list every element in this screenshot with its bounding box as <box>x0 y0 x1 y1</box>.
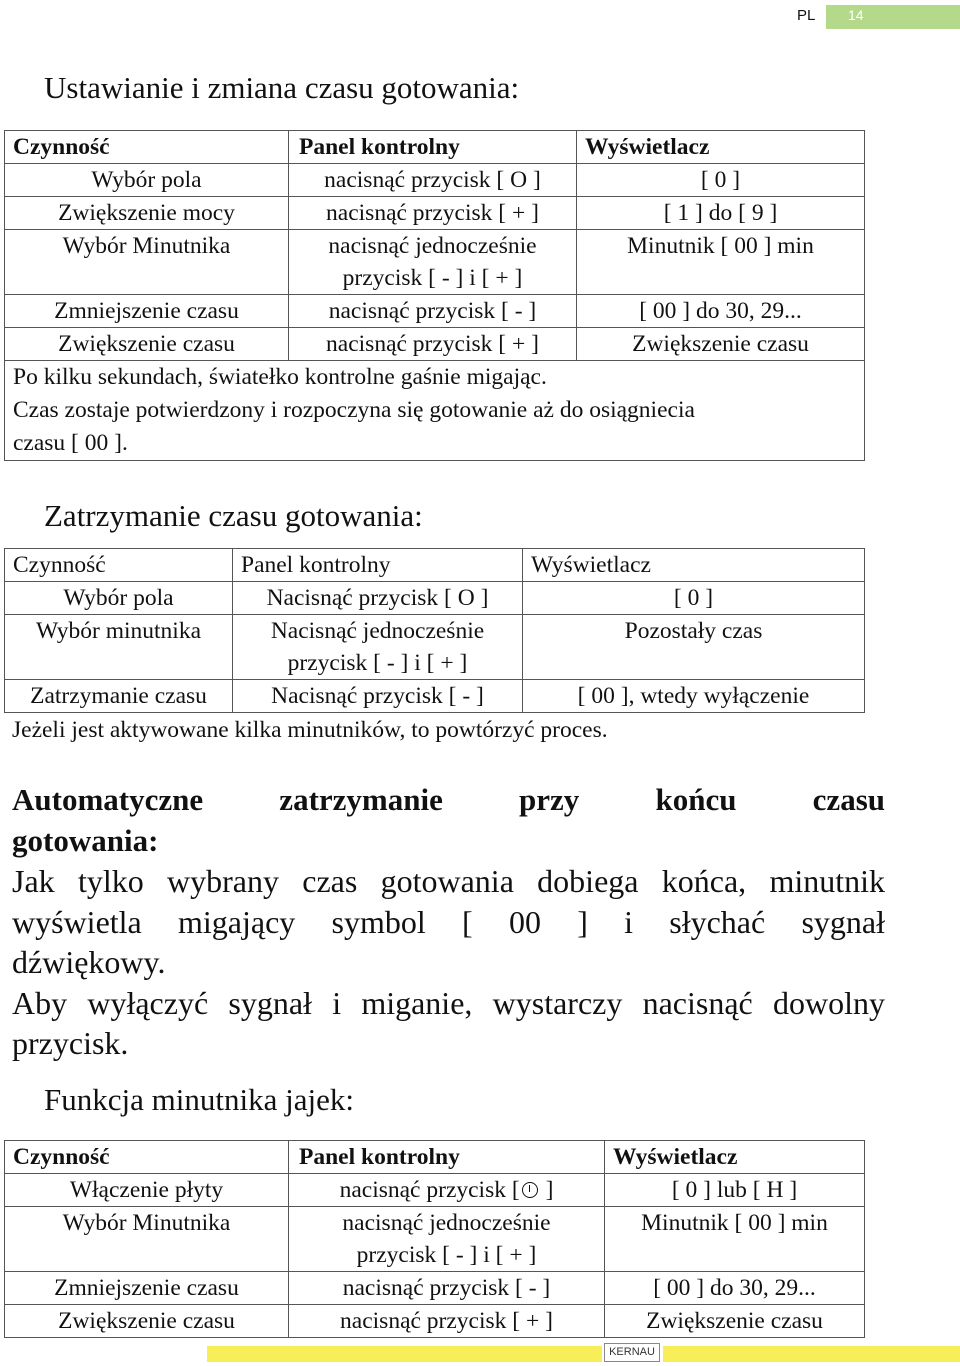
page-number-badge <box>826 5 960 29</box>
note-line-3: czasu [ 00 ]. <box>13 430 128 456</box>
cell-panel-text: nacisnąć przycisk [ <box>339 1177 520 1203</box>
cell-display: Minutnik [ 00 ] min <box>605 1207 865 1272</box>
stop-time-note: Jeżeli jest aktywowane kilka minutników, to powtórzyć proces. <box>12 717 608 743</box>
header-display: Wyświetlacz <box>605 1141 865 1174</box>
cell-action: Włączenie płyty <box>5 1174 289 1207</box>
section-title-egg-timer: Funkcja minutnika jajek: <box>44 1082 354 1117</box>
language-label: PL <box>797 7 816 24</box>
cell-display: Zwiększenie czasu <box>577 328 865 361</box>
cell-action: Zmniejszenie czasu <box>5 295 289 328</box>
cell-panel <box>289 1174 605 1207</box>
table-row <box>5 295 865 328</box>
table-row <box>5 328 865 361</box>
brand-logo: KERNAU <box>604 1343 660 1362</box>
header-panel: Panel kontrolny <box>289 1141 605 1174</box>
note-line-1: Po kilku sekundach, światełko kontrolne gaśnie migając. <box>13 364 547 390</box>
table-row <box>5 1272 865 1305</box>
header-display: Wyświetlacz <box>523 549 865 582</box>
cell-action: Wybór pola <box>5 164 289 197</box>
table-header-row <box>5 549 865 582</box>
footer-bar-left <box>207 1346 602 1362</box>
cell-panel: nacisnąć przycisk [ O ] <box>289 164 577 197</box>
cell-display: [ 1 ] do [ 9 ] <box>577 197 865 230</box>
table-row <box>5 615 865 680</box>
table-row <box>5 230 865 295</box>
title-line-1: Automatyczne zatrzymanie przy końcu czasu <box>12 782 885 817</box>
table-row <box>5 1305 865 1338</box>
cell-display: [ 0 ] <box>577 164 865 197</box>
cell-action: Zwiększenie czasu <box>5 328 289 361</box>
table-note <box>5 361 865 461</box>
table-row <box>5 197 865 230</box>
title-line-2: gotowania: <box>12 822 159 858</box>
auto-stop-paragraph <box>12 861 885 1064</box>
header-panel: Panel kontrolny <box>233 549 523 582</box>
cell-action: Zwiększenie mocy <box>5 197 289 230</box>
section-title-setting-time: Ustawianie i zmiana czasu gotowania: <box>44 70 520 105</box>
cell-display: Zwiększenie czasu <box>605 1305 865 1338</box>
table-row <box>5 1174 865 1207</box>
egg-timer-table <box>4 1140 865 1338</box>
cell-panel-line2: przycisk [ - ] i [ + ] <box>356 1242 537 1268</box>
cell-panel: nacisnąć przycisk [ + ] <box>289 328 577 361</box>
paragraph-line: przycisk. <box>12 1025 129 1061</box>
cell-panel: nacisnąć przycisk [ + ] <box>289 197 577 230</box>
cell-panel: Nacisnąć przycisk [ O ] <box>233 582 523 615</box>
cell-display: [ 00 ] do 30, 29... <box>577 295 865 328</box>
paragraph-line: Aby wyłączyć sygnał i miganie, wystarczy nacisnąć dowolny <box>12 984 885 1021</box>
cell-action: Wybór minutnika <box>5 615 233 680</box>
table-header-row <box>5 131 865 164</box>
note-line-2: Czas zostaje potwierdzony i rozpoczyna się gotowanie aż do osiągniecia <box>13 397 695 423</box>
cell-action: Wybór Minutnika <box>5 1207 289 1272</box>
cell-action: Zwiększenie czasu <box>5 1305 289 1338</box>
cell-panel-line2: przycisk [ - ] i [ + ] <box>342 265 523 291</box>
stop-time-table <box>4 548 865 713</box>
cell-panel-line1: nacisnąć jednocześnie <box>342 1210 551 1236</box>
table-header-row <box>5 1141 865 1174</box>
cell-display: [ 00 ], wtedy wyłączenie <box>523 680 865 713</box>
table-row <box>5 164 865 197</box>
cell-display: Minutnik [ 00 ] min <box>577 230 865 295</box>
cell-display: [ 0 ] <box>523 582 865 615</box>
table-note-row <box>5 361 865 461</box>
cell-panel: nacisnąć przycisk [ + ] <box>289 1305 605 1338</box>
cell-display: [ 00 ] do 30, 29... <box>605 1272 865 1305</box>
cell-panel: Nacisnąć przycisk [ - ] <box>233 680 523 713</box>
paragraph-line: wyświetla migający symbol [ 00 ] i słychać sygnał <box>12 903 885 940</box>
cell-panel <box>289 1207 605 1272</box>
cell-action: Wybór Minutnika <box>5 230 289 295</box>
cell-panel: nacisnąć przycisk [ - ] <box>289 1272 605 1305</box>
cell-panel <box>233 615 523 680</box>
header-display: Wyświetlacz <box>577 131 865 164</box>
table-row <box>5 680 865 713</box>
cell-panel-line1: Nacisnąć jednocześnie <box>270 618 485 644</box>
paragraph-line: dźwiękowy. <box>12 944 166 980</box>
header-panel: Panel kontrolny <box>289 131 577 164</box>
paragraph-line: Jak tylko wybrany czas gotowania dobiega końca, minutnik <box>12 863 885 899</box>
cell-panel <box>289 230 577 295</box>
cell-action: Zmniejszenie czasu <box>5 1272 289 1305</box>
setting-time-table <box>4 130 865 461</box>
header-action: Czynność <box>5 1141 289 1174</box>
section-title-auto-stop <box>12 780 885 861</box>
cell-panel-text-end: ] <box>539 1177 554 1203</box>
footer-bar-right <box>663 1346 960 1362</box>
page-number: 14 <box>848 7 864 23</box>
cell-panel-line2: przycisk [ - ] i [ + ] <box>287 650 468 676</box>
cell-panel-line1: nacisnąć jednocześnie <box>328 233 537 259</box>
table-row <box>5 1207 865 1272</box>
header-action: Czynność <box>5 549 233 582</box>
cell-display: Pozostały czas <box>523 615 865 680</box>
section-title-stop-time: Zatrzymanie czasu gotowania: <box>44 498 423 533</box>
cell-action: Wybór pola <box>5 582 233 615</box>
power-icon <box>522 1182 538 1198</box>
table-row <box>5 582 865 615</box>
cell-action: Zatrzymanie czasu <box>5 680 233 713</box>
header-action: Czynność <box>5 131 289 164</box>
cell-panel: nacisnąć przycisk [ - ] <box>289 295 577 328</box>
cell-display: [ 0 ] lub [ H ] <box>605 1174 865 1207</box>
